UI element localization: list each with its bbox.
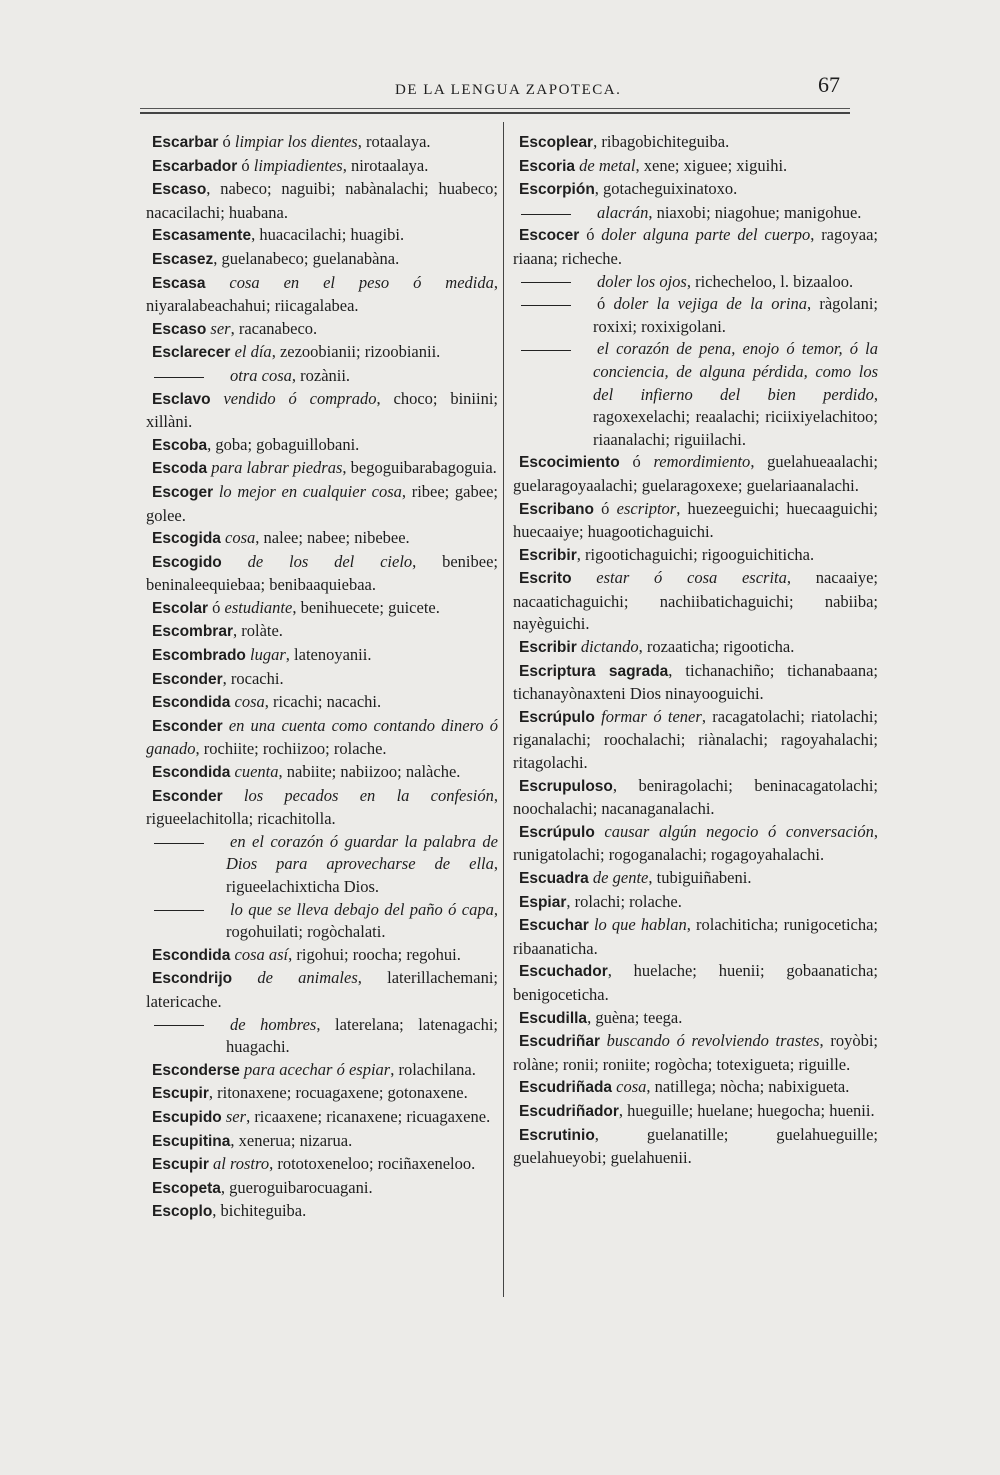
entry-text: , huelache; huenii; gobaanaticha; benigoceticha. (513, 961, 878, 1004)
gloss: en una cuenta como contando dinero ó ganado (146, 715, 498, 759)
gloss: doler la vejiga de la orina (613, 294, 807, 314)
entry-text: , benibee; beninaleequiebaa; benibaaquiebaa. (146, 551, 499, 595)
dictionary-entry (146, 967, 498, 1013)
gloss: cosa en el peso ó medida (229, 272, 494, 292)
gloss: lugar (250, 645, 286, 665)
dictionary-entry (146, 785, 498, 831)
gloss: de gente (592, 868, 649, 887)
dictionary-entry (513, 271, 878, 294)
gloss: lo que se lleva debajo del paño ó capa (230, 899, 494, 919)
headword: Esclavo (152, 390, 211, 408)
dictionary-entry (146, 457, 498, 481)
entry-text: , racagatolachi; riatolachi; riganalachi; roochalachi; riànalachi; ragoyahalachi; ritagolachi. (513, 706, 879, 773)
entry-text: , rochiite; rochiizoo; rolache. (195, 739, 387, 759)
entry-text: , bichiteguiba. (212, 1201, 307, 1221)
entry-text: , ricachi; nacachi. (264, 692, 382, 712)
headword: Escriptura sagrada (519, 662, 669, 680)
dictionary-entry (146, 248, 498, 272)
entry-text: , guelanabeco; guelanabàna. (213, 248, 400, 268)
entry-text: , laterillachemani; latericache. (146, 968, 498, 1011)
headword: Escasa (152, 274, 206, 292)
dictionary-entry (146, 481, 498, 527)
gloss: para labrar piedras (211, 458, 343, 478)
gloss: limpiadientes (253, 155, 343, 175)
column-divider (503, 122, 504, 1297)
headword: Escasez (152, 250, 214, 268)
headword: Escuadra (519, 870, 589, 887)
gloss: cosa (234, 692, 265, 712)
gloss: para acechar ó espiar (244, 1059, 391, 1079)
gloss: cosa (225, 528, 256, 548)
entry-text: , guelanatille; guelahueguille; guelahueyobi; guelahuenii. (513, 1124, 878, 1168)
ditto-dash (521, 282, 571, 283)
dictionary-entry (513, 1030, 878, 1076)
dictionary-entry (513, 224, 878, 270)
dictionary-entry (146, 272, 498, 318)
dictionary-entry (146, 668, 498, 692)
headword: Escaso (152, 181, 207, 199)
headword: Escocimiento (519, 454, 620, 472)
dictionary-entry (146, 597, 498, 621)
entry-text: , xene; xiguee; xiguihi. (635, 155, 788, 175)
gloss: de los del cielo (247, 551, 413, 571)
gloss: al rostro (212, 1154, 270, 1174)
dictionary-entry (513, 567, 878, 636)
gloss: remordimiento (653, 452, 751, 472)
entry-text: , tichanachiño; tichanabaana; tichanayònaxteni Dios ninayooguichi. (513, 660, 878, 704)
entry-text: , gotacheguixinatoxo. (594, 179, 738, 199)
dictionary-entry (146, 178, 498, 224)
dictionary-entry (146, 551, 498, 597)
entry-text: , ricaaxene; ricanaxene; ricuagaxene. (246, 1106, 491, 1126)
entry-text: , rocachi. (222, 668, 284, 688)
gloss: doler alguna parte del cuerpo (601, 225, 811, 245)
dictionary-entry (146, 691, 498, 715)
dictionary-entry (146, 1014, 498, 1059)
dictionary-entry (146, 365, 498, 388)
gloss: estudiante (224, 597, 293, 617)
dictionary-entry (146, 224, 498, 248)
gloss: formar ó tener (601, 706, 702, 726)
headword: Escupitina (152, 1132, 231, 1150)
headword: Escoria (519, 157, 576, 175)
gloss: alacrán (597, 202, 649, 222)
entry-text: , rogohuilati; rogòchalati. (226, 899, 498, 942)
gloss: estar ó cosa escrita (596, 568, 787, 588)
dictionary-entry (146, 131, 498, 155)
gloss: cosa así (234, 944, 289, 964)
page-number: 67 (818, 72, 840, 97)
dictionary-entry (146, 1200, 498, 1224)
entry-text: , royòbi; rolàne; ronii; roniite; rogòcha; totexigueta; riguille. (513, 1031, 878, 1074)
entry-text: , goba; gobaguillobani. (207, 434, 360, 454)
dictionary-entry (146, 944, 498, 968)
dictionary-entry (513, 178, 878, 202)
headword: Escaso (152, 320, 207, 338)
entry-text: , niaxobi; niagohue; manigohue. (648, 202, 862, 222)
gloss: buscando ó revolviendo trastes (606, 1031, 820, 1051)
headword: Esclarecer (152, 344, 231, 362)
headword: Escrupuloso (519, 777, 613, 795)
gloss: cuenta (234, 762, 279, 782)
entry-text: ó (593, 498, 617, 518)
ditto-dash (521, 214, 571, 215)
headword: Escasamente (152, 227, 252, 245)
headword: Escrúpulo (519, 823, 595, 841)
entry-text: , nirotaalaya. (342, 155, 429, 175)
entry-text: , ragoxexelachi; reaalachi; riciixiyelachitoo; riaanalachi; riguiilachi. (593, 384, 878, 449)
ditto-dash (521, 305, 571, 306)
headword: Escoger (152, 483, 214, 501)
headword: Escupir (152, 1085, 209, 1103)
gloss: ser (225, 1106, 247, 1126)
dictionary-entry (146, 341, 498, 365)
dictionary-entry (513, 891, 878, 915)
dictionary-entry (146, 527, 498, 551)
gloss: en el corazón ó guardar la palabra de Dios para aprovecharse de ella (226, 831, 498, 874)
dictionary-entry (146, 1130, 498, 1154)
gloss: ser (210, 318, 231, 338)
gloss: de metal (579, 155, 636, 175)
entry-text: ó (237, 155, 254, 175)
entry-text: ó (579, 225, 602, 245)
dictionary-entry (513, 451, 878, 497)
headword: Escudriñar (519, 1033, 600, 1051)
entry-text: , rolàte. (232, 621, 283, 641)
ditto-dash (154, 1025, 204, 1026)
header-rule (140, 108, 850, 109)
dictionary-entry (146, 1059, 498, 1083)
dictionary-entry (146, 388, 498, 434)
dictionary-entry (146, 1177, 498, 1201)
headword: Escombrado (152, 647, 246, 665)
entry-text (223, 786, 244, 805)
dictionary-entry (513, 293, 878, 338)
gloss: doler los ojos (597, 271, 687, 291)
entry-text: ó (597, 294, 614, 314)
right-column (513, 131, 878, 1170)
headword: Escudilla (519, 1009, 588, 1027)
entry-text: , rolachi; rolache. (566, 891, 682, 911)
entry-text: , natillega; nòcha; nabixigueta. (646, 1077, 850, 1097)
dictionary-entry (146, 1082, 498, 1106)
entry-text: ó (619, 452, 654, 472)
ditto-dash (521, 350, 571, 351)
dictionary-entry (513, 202, 878, 225)
headword: Esconder (152, 717, 223, 735)
entry-text: , rozaaticha; rigooticha. (638, 637, 795, 657)
entry-text: , nacaaiye; nacaatichaguichi; nachiibatichaguichi; nabiiba; nayèguichi. (513, 568, 879, 634)
entry-text: , rolachilana. (390, 1059, 476, 1079)
dictionary-entry (513, 706, 878, 775)
dictionary-entry (146, 155, 498, 179)
headword: Escogido (152, 553, 222, 571)
headword: Escupir (152, 1156, 209, 1174)
gloss: lo que hablan (593, 915, 687, 935)
gloss: vendido ó comprado (223, 388, 377, 408)
dictionary-entry (513, 338, 878, 451)
dictionary-entry (146, 318, 498, 342)
entry-text: , huacacilachi; huagibi. (251, 225, 405, 245)
dictionary-entry (146, 434, 498, 458)
headword: Esconder (152, 670, 223, 688)
entry-text (205, 273, 229, 292)
gloss: cosa (616, 1077, 647, 1097)
dictionary-entry (513, 775, 878, 821)
headword: Escribir (519, 639, 577, 657)
entry-text: , nabiite; nabiizoo; nalàche. (278, 762, 461, 782)
gloss: el corazón de pena, enojo ó temor, ó la conciencia, de alguna pérdida, como los del infierno del bien perdido (593, 339, 878, 404)
entry-text: , richecheloo, l. bizaaloo. (686, 271, 854, 291)
entry-text (232, 968, 257, 987)
entry-text: , benihuecete; guicete. (292, 597, 440, 617)
entry-text: , ragoyaa; riaana; richeche. (513, 225, 878, 268)
dictionary-entry (513, 1124, 878, 1170)
entry-text (222, 552, 248, 571)
entry-text: ó (218, 132, 235, 151)
entry-text: , nalee; nabee; nibebee. (255, 528, 410, 548)
headword: Escrutinio (519, 1126, 595, 1144)
entry-text: , guèna; teega. (587, 1007, 683, 1027)
headword: Escoplear (519, 134, 594, 151)
gloss: los pecados en la confesión (243, 785, 494, 805)
headword: Escoda (152, 460, 208, 478)
gloss: dictando (580, 637, 639, 657)
headword: Escoplo (152, 1203, 213, 1221)
headword: Escrúpulo (519, 708, 595, 726)
dictionary-entry (146, 1153, 498, 1177)
entry-text: , ràgolani; roxixi; roxixigolani. (593, 294, 878, 336)
headword: Escorpión (519, 181, 595, 199)
dictionary-entry (513, 1007, 878, 1031)
entry-text: , rigueelachixticha Dios. (226, 854, 498, 896)
gloss: escriptor (616, 498, 677, 518)
headword: Escarbar (152, 134, 219, 151)
dictionary-entry (513, 544, 878, 568)
dictionary-entry (146, 1106, 498, 1130)
entry-text: , gueroguibarocuagani. (220, 1177, 373, 1197)
headword: Escolar (152, 599, 209, 617)
entry-text: , tubiguiñabeni. (648, 868, 752, 887)
entry-text: , ribee; gabee; golee. (146, 481, 498, 525)
entry-text: , hueguille; huelane; huegocha; huenii. (618, 1100, 875, 1120)
headword: Escupido (152, 1108, 222, 1126)
entry-text: , rigootichaguichi; rigooguichiticha. (576, 544, 815, 564)
gloss: de hombres (230, 1014, 317, 1034)
entry-text (595, 822, 605, 841)
dictionary-entry (146, 644, 498, 668)
dictionary-entry (513, 636, 878, 660)
dictionary-entry (146, 831, 498, 899)
gloss: de animales (257, 968, 358, 988)
dictionary-entry (513, 960, 878, 1006)
headword: Escondida (152, 694, 231, 712)
dictionary-entry (513, 821, 878, 867)
dictionary-entry (513, 498, 878, 544)
entry-text: , latenoyanii. (285, 645, 372, 665)
entry-text: , rigohui; roocha; regohui. (288, 944, 461, 964)
dictionary-entry (513, 914, 878, 960)
entry-text: , ritonaxene; rocuagaxene; gotonaxene. (208, 1083, 468, 1103)
headword: Esconder (152, 787, 223, 805)
headword: Escarbador (152, 157, 238, 175)
headword: Escoba (152, 436, 208, 454)
entry-text: , ribagobichiteguiba. (593, 132, 730, 151)
entry-text: , laterelana; latenagachi; huagachi. (226, 1014, 499, 1057)
ditto-dash (154, 843, 204, 844)
headword: Escuchador (519, 963, 608, 981)
gloss: causar algún negocio ó conversación (604, 821, 874, 841)
gloss: limpiar los dientes (234, 132, 358, 151)
entry-text: , rolachiticha; runigoceticha; ribaanaticha. (513, 915, 879, 958)
headword: Escudriñador (519, 1102, 619, 1120)
headword: Escrito (519, 570, 572, 588)
entry-text: ó (208, 597, 225, 617)
entry-text (211, 389, 224, 408)
entry-text: , rotaalaya. (357, 132, 431, 151)
entry-text: , rototoxeneloo; rociñaxeneloo. (269, 1154, 476, 1174)
dictionary-entry (146, 620, 498, 644)
gloss: otra cosa (230, 365, 292, 385)
headword: Escudriñada (519, 1079, 613, 1097)
headword: Escribano (519, 500, 594, 518)
entry-text: , racanabeco. (230, 318, 318, 338)
headword: Escribir (519, 546, 577, 564)
headword: Escondida (152, 946, 231, 964)
headword: Escopeta (152, 1179, 221, 1197)
dictionary-entry (146, 761, 498, 785)
entry-text: , zezoobianii; rizoobianii. (271, 342, 441, 362)
dictionary-entry (513, 1076, 878, 1100)
header-rule-thick (140, 112, 850, 114)
headword: Escondrijo (152, 970, 233, 988)
gloss: el día (234, 342, 272, 362)
entry-text: , niyaralabeachahui; riicagalabea. (146, 272, 498, 316)
dictionary-entry (513, 1100, 878, 1124)
headword: Escocer (519, 227, 580, 245)
headword: Esconderse (152, 1061, 240, 1079)
headword: Escogida (152, 530, 221, 548)
headword: Escuchar (519, 917, 589, 935)
entry-text: , huezeeguichi; huecaaguichi; huecaaiye; huagootichaguichi. (513, 498, 878, 542)
ditto-dash (154, 377, 204, 378)
entry-text: , rigueelachitolla; ricachitolla. (146, 785, 499, 829)
headword: Escondida (152, 764, 231, 782)
dictionary-entry (513, 660, 878, 706)
dictionary-entry (513, 867, 878, 891)
dictionary-entry (513, 131, 878, 155)
entry-text: , beniragolachi; beninacagatolachi; noochalachi; nacanaganalachi. (513, 775, 878, 819)
entry-text: , rozànii. (291, 365, 351, 385)
gloss: lo mejor en cualquier cosa (218, 481, 402, 501)
entry-text: , xenerua; nizarua. (230, 1130, 353, 1150)
entry-text: , runigatolachi; rogoganalachi; rogagoyahalachi. (513, 821, 878, 865)
dictionary-entry (513, 155, 878, 179)
entry-text: , begoguibarabagoguia. (342, 458, 497, 478)
entry-text (572, 568, 597, 587)
running-head: DE LA LENGUA ZAPOTECA. (395, 82, 622, 98)
dictionary-entry (146, 899, 498, 944)
entry-text: , guelahueaalachi; guelaragoyaalachi; guelaragoxexe; guelariaanalachi. (513, 452, 878, 495)
left-column (146, 131, 498, 1224)
ditto-dash (154, 910, 204, 911)
headword: Escombrar (152, 623, 233, 641)
entry-text: , nabeco; naguibi; nabànalachi; huabeco; nacacilachi; huabana. (146, 179, 498, 222)
entry-text: , choco; biniini; xillàni. (146, 388, 498, 432)
entry-text (600, 1031, 607, 1050)
dictionary-entry (146, 715, 498, 761)
headword: Espiar (519, 893, 567, 911)
